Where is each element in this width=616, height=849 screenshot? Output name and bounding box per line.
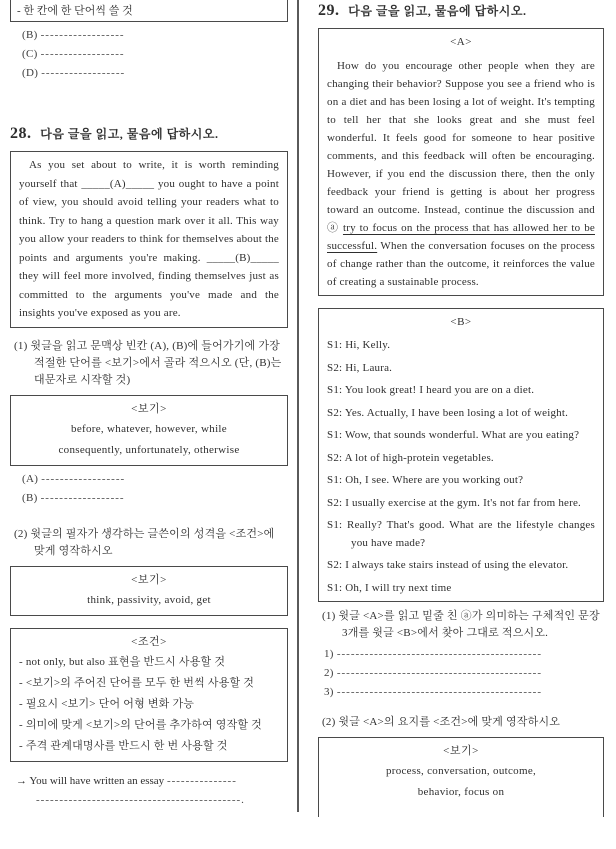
q28-sub2-boki-box: [10, 566, 288, 616]
q28-passage: As you set about to write, it is worth reminding yourself that _____(A)_____ you ought to have a point of view, you should avoid telling your readers what to think. Try to hang a question mark over it all. This way you allow your readers to think for themselves about the points and arguments you're making. _____(B)_____ they will feel more involved, finding themselves just as committed to the arguments you've made and the insights you've exposed as you are.: [19, 159, 279, 319]
boki-label: <보기>: [443, 745, 479, 757]
boki-label: <보기>: [131, 573, 167, 586]
circled-a-marker: ⓐ: [327, 222, 343, 234]
answer-label: (B): [22, 29, 38, 41]
question-number: 28.: [10, 125, 32, 142]
dialogue-line: S2: I always take stairs instead of using the elevator.: [327, 559, 569, 571]
boki-label: <보기>: [131, 402, 167, 415]
question-number: 29.: [318, 2, 340, 19]
answer-blank: ------------------: [40, 29, 125, 41]
answer-line-c: [22, 48, 288, 60]
underlined-phrase: try to focus on the process that has allowed her to be successful.: [327, 222, 595, 252]
answer-blank: ------------------: [40, 48, 125, 60]
passage-a-label: <A>: [450, 36, 472, 48]
q28-jogeon-box: [10, 628, 288, 762]
boki-words-line1: process, conversation, outcome,: [385, 765, 537, 777]
answer-label: 1): [324, 648, 334, 660]
answer-label: (B): [22, 491, 38, 504]
note-text: - 한 칸에 한 단어씩 쓸 것: [17, 5, 133, 17]
q29-sub1-instruction: (1) 윗글 <A>를 읽고 밑줄 친 ⓐ가 의미하는 구체적인 문장 3개를 윗글 <B>에서 찾아 그대로 적으시오.: [322, 610, 600, 639]
arrow-icon: →: [16, 774, 27, 787]
dialogue-line: S2: A lot of high-protein vegetables.: [327, 451, 494, 464]
answer-label: 3): [324, 686, 334, 698]
answer-label: 2): [324, 667, 334, 679]
condition-item: - 주격 관계대명사를 반드시 한 번 사용할 것: [19, 739, 228, 752]
q29-dialogue-b-box: [318, 308, 604, 602]
boki-words-line2: behavior, focus on: [417, 786, 505, 798]
question-29-heading: [318, 2, 604, 20]
q28-sub2-instruction: (2) 윗글의 필자가 생각하는 글쓴이의 성격을 <조건>에 맞게 영작하시오: [14, 527, 275, 557]
condition-item: - not only, but also 표현을 반드시 사용할 것: [19, 655, 226, 668]
q28-answer-line-a: [22, 473, 288, 485]
q28-sub1-boki-box: [10, 395, 288, 466]
q29-sub2-boki-box: [318, 737, 604, 817]
jogeon-label: <조건>: [131, 635, 167, 648]
answer-line-d: [22, 67, 288, 79]
boki-words-line2: consequently, unfortunately, otherwise: [58, 443, 240, 456]
dialogue-line: S1: Hi, Kelly.: [327, 339, 391, 351]
answer-blank: --------------------------------------------: [336, 648, 543, 660]
dialogue-line: S2: Yes. Actually, I have been losing a lot of weight.: [327, 406, 569, 419]
dialogue-line: S1: Really? That's good. What are the lifestyle changes you have made?: [327, 519, 595, 549]
answer-blank: ------------------: [41, 472, 126, 485]
q29-answer-line-3: [324, 686, 604, 698]
boki-words-line1: before, whatever, however, while: [71, 422, 227, 435]
left-column: [10, 0, 288, 810]
condition-item: - 의미에 맞게 <보기>의 단어를 추가하여 영작할 것: [19, 718, 263, 731]
answer-label: (C): [22, 48, 38, 60]
dialogue-line: S1: You look great! I heard you are on a diet.: [327, 384, 535, 396]
column-divider: [297, 0, 299, 812]
question-28-heading: [10, 125, 288, 143]
answer-blank: ------------------: [41, 67, 126, 79]
answer-line-b: [22, 29, 288, 41]
q29-passage-a: How do you encourage other people when they are changing their behavior? Suppose you see a friend who is on a diet and has been losing a lot of weight. It's tempting to tell her that she looks great and she must feel wonderful. It feels good for someone to hear positive comments, and this feedback will often be encouraging. However, if you end the discussion there, then the only feedback your friend is getting is about her progress toward an outcome. Instead, continue the discussion and ⓐ try to focus on the process that has allowed her to be successful. When the conversation focuses on the process of change rather than the outcome, it reinforces the value of creating a sustainable process.: [327, 60, 595, 288]
condition-item: - <보기>의 주어진 단어를 모두 한 번씩 사용할 것: [19, 676, 255, 689]
answer-label: (D): [22, 67, 39, 79]
question-title: 다음 글을 읽고, 물음에 답하시오.: [348, 4, 527, 18]
dialogue-line: S2: I usually exercise at the gym. It's not far from here.: [327, 496, 581, 509]
answer-label: (A): [22, 472, 39, 485]
q29-answer-line-2: [324, 667, 604, 679]
right-column: [318, 0, 604, 817]
answer-blank: --------------------------------------------: [336, 686, 543, 698]
condition-item: - 필요시 <보기> 단어 어형 변화 가능: [19, 697, 195, 710]
q29-answer-line-1: [324, 648, 604, 660]
answer-blank: ---------------: [166, 774, 237, 787]
dialogue-line: S1: Oh, I see. Where are you working out?: [327, 474, 524, 486]
answer-blank: --------------------------------------------: [336, 667, 543, 679]
q28-essay-answer-stem: → You will have written an essay ---------------: [16, 774, 237, 787]
q28-passage-box: [10, 151, 288, 328]
q28-answer-line-b: [22, 492, 288, 504]
boki-words: think, passivity, avoid, get: [87, 593, 211, 606]
dialogue-line: S2: Hi, Laura.: [327, 361, 393, 374]
q28-sub1-instruction: (1) 윗글을 읽고 문맥상 빈칸 (A), (B)에 들어가기에 가장 적절한 단어를 <보기>에서 골라 적으시오 (단, (B)는 대문자로 시작할 것): [14, 339, 282, 386]
dialogue-line: S1: Oh, I will try next time: [327, 581, 452, 594]
q29-sub2-instruction: (2) 윗글 <A>의 요지를 <조건>에 맞게 영작하시오: [322, 716, 561, 728]
dialogue-line: S1: Wow, that sounds wonderful. What are you eating?: [327, 429, 580, 441]
passage-b-label: <B>: [450, 316, 472, 328]
question-title: 다음 글을 읽고, 물음에 답하시오.: [40, 127, 219, 141]
q29-passage-a-box: [318, 28, 604, 296]
q28-essay-answer-blank2: --------------------------------------------.: [36, 793, 245, 806]
previous-question-note-box: [10, 0, 288, 22]
answer-blank: ------------------: [40, 491, 125, 504]
